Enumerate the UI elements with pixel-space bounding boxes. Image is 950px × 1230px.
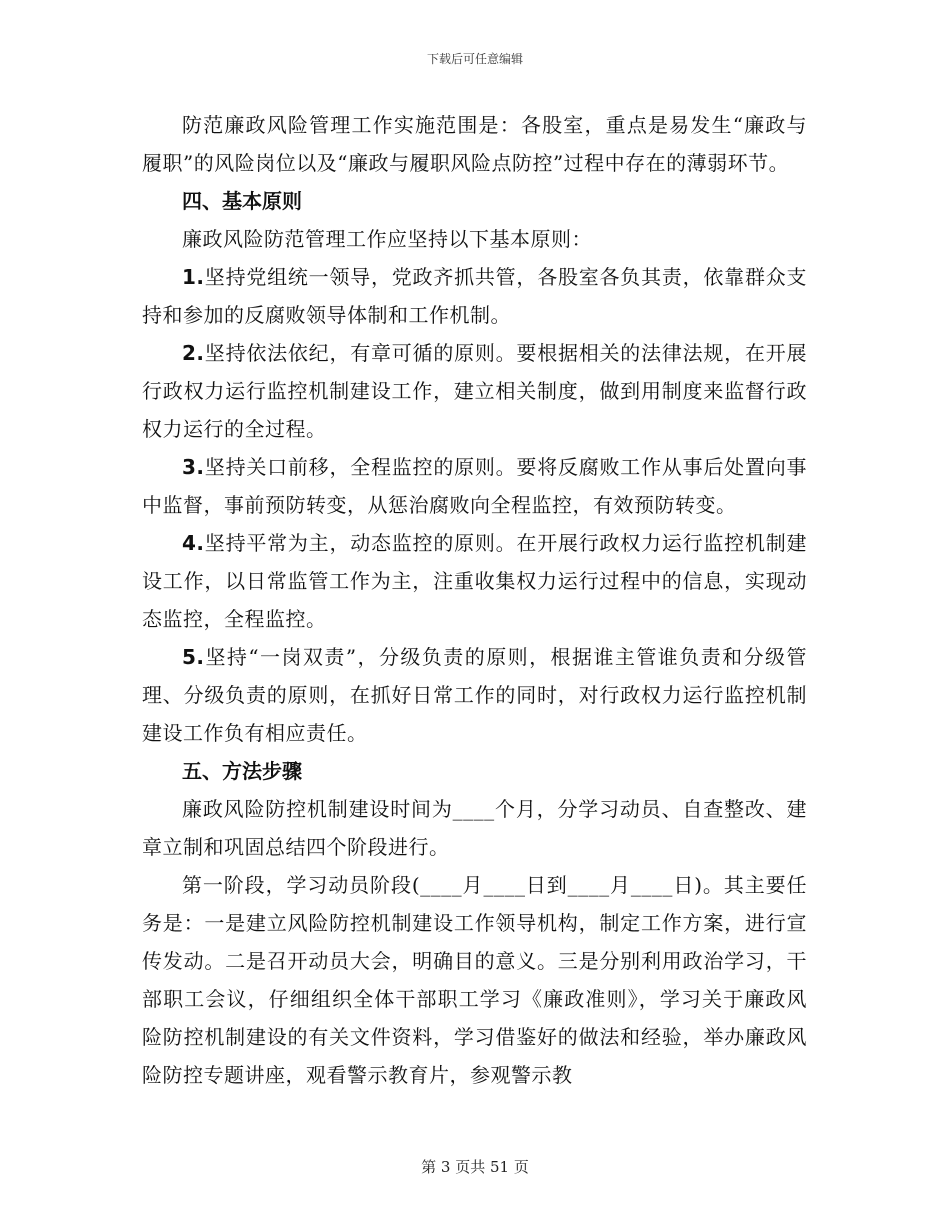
list-item-principle-3 [142, 448, 807, 524]
list-number: 2. [182, 341, 205, 365]
list-number: 4. [182, 531, 205, 555]
page-header: 下载后可任意编辑 [426, 52, 523, 66]
paragraph-scope: 防范廉政风险管理工作实施范围是：各股室，重点是易发生“廉政与履职”的风险岗位以及“廉政与履职风险点防控”过程中存在的薄弱环节。 [142, 113, 807, 175]
page-footer: 第 3 页共 51 页 [421, 1158, 529, 1176]
list-item-text: 坚持关口前移，全程监控的原则。要将反腐败工作从事后处置向事中监督，事前预防转变，从惩治腐败向全程监控，有效预防转变。 [142, 455, 807, 517]
paragraph-steps-intro: 廉政风险防控机制建设时间为____个月，分学习动员、自查整改、建章立制和巩固总结四个阶段进行。 [142, 797, 807, 859]
list-number: 5. [182, 645, 205, 669]
list-item-principle-4 [142, 524, 807, 638]
list-item-principle-5 [142, 638, 807, 752]
paragraph-phase-one: 第一阶段，学习动员阶段(____月____日到____月____日)。其主要任务是：一是建立风险防控机制建设工作领导机构，制定工作方案，进行宣传发动。二是召开动员大会，明确目的意义。三是分别利用政治学习，干部职工会议，仔细组织全体干部职工学习《廉政准则》，学习关于廉政风险防控机制建设的有关文件资料，学习借鉴好的做法和经验，举办廉政风险防控专题讲座，观看警示教育片，参观警示教 [142, 873, 807, 1087]
list-item-text: 坚持党组统一领导，党政齐抓共管，各股室各负其责，依靠群众支持和参加的反腐败领导体制和工作机制。 [142, 265, 807, 327]
list-number: 1. [182, 265, 205, 289]
list-item-text: 坚持依法依纪，有章可循的原则。要根据相关的法律法规，在开展行政权力运行监控机制建设工作，建立相关制度，做到用制度来监督行政权力运行的全过程。 [142, 341, 807, 441]
section-heading-principles: 四、基本原则 [182, 189, 302, 213]
section-heading-steps: 五、方法步骤 [182, 759, 302, 783]
list-item-text: 坚持平常为主，动态监控的原则。在开展行政权力运行监控机制建设工作，以日常监管工作为主，注重收集权力运行过程中的信息，实现动态监控，全程监控。 [142, 531, 807, 631]
list-item-text: 坚持“一岗双责”，分级负责的原则，根据谁主管谁负责和分级管理、分级负责的原则，在抓好日常工作的同时，对行政权力运行监控机制建设工作负有相应责任。 [142, 645, 807, 745]
list-number: 3. [182, 455, 205, 479]
document-body [142, 106, 807, 1094]
list-item-principle-2 [142, 334, 807, 448]
list-item-principle-1 [142, 258, 807, 334]
paragraph-principles-intro: 廉政风险防范管理工作应坚持以下基本原则： [182, 227, 592, 251]
